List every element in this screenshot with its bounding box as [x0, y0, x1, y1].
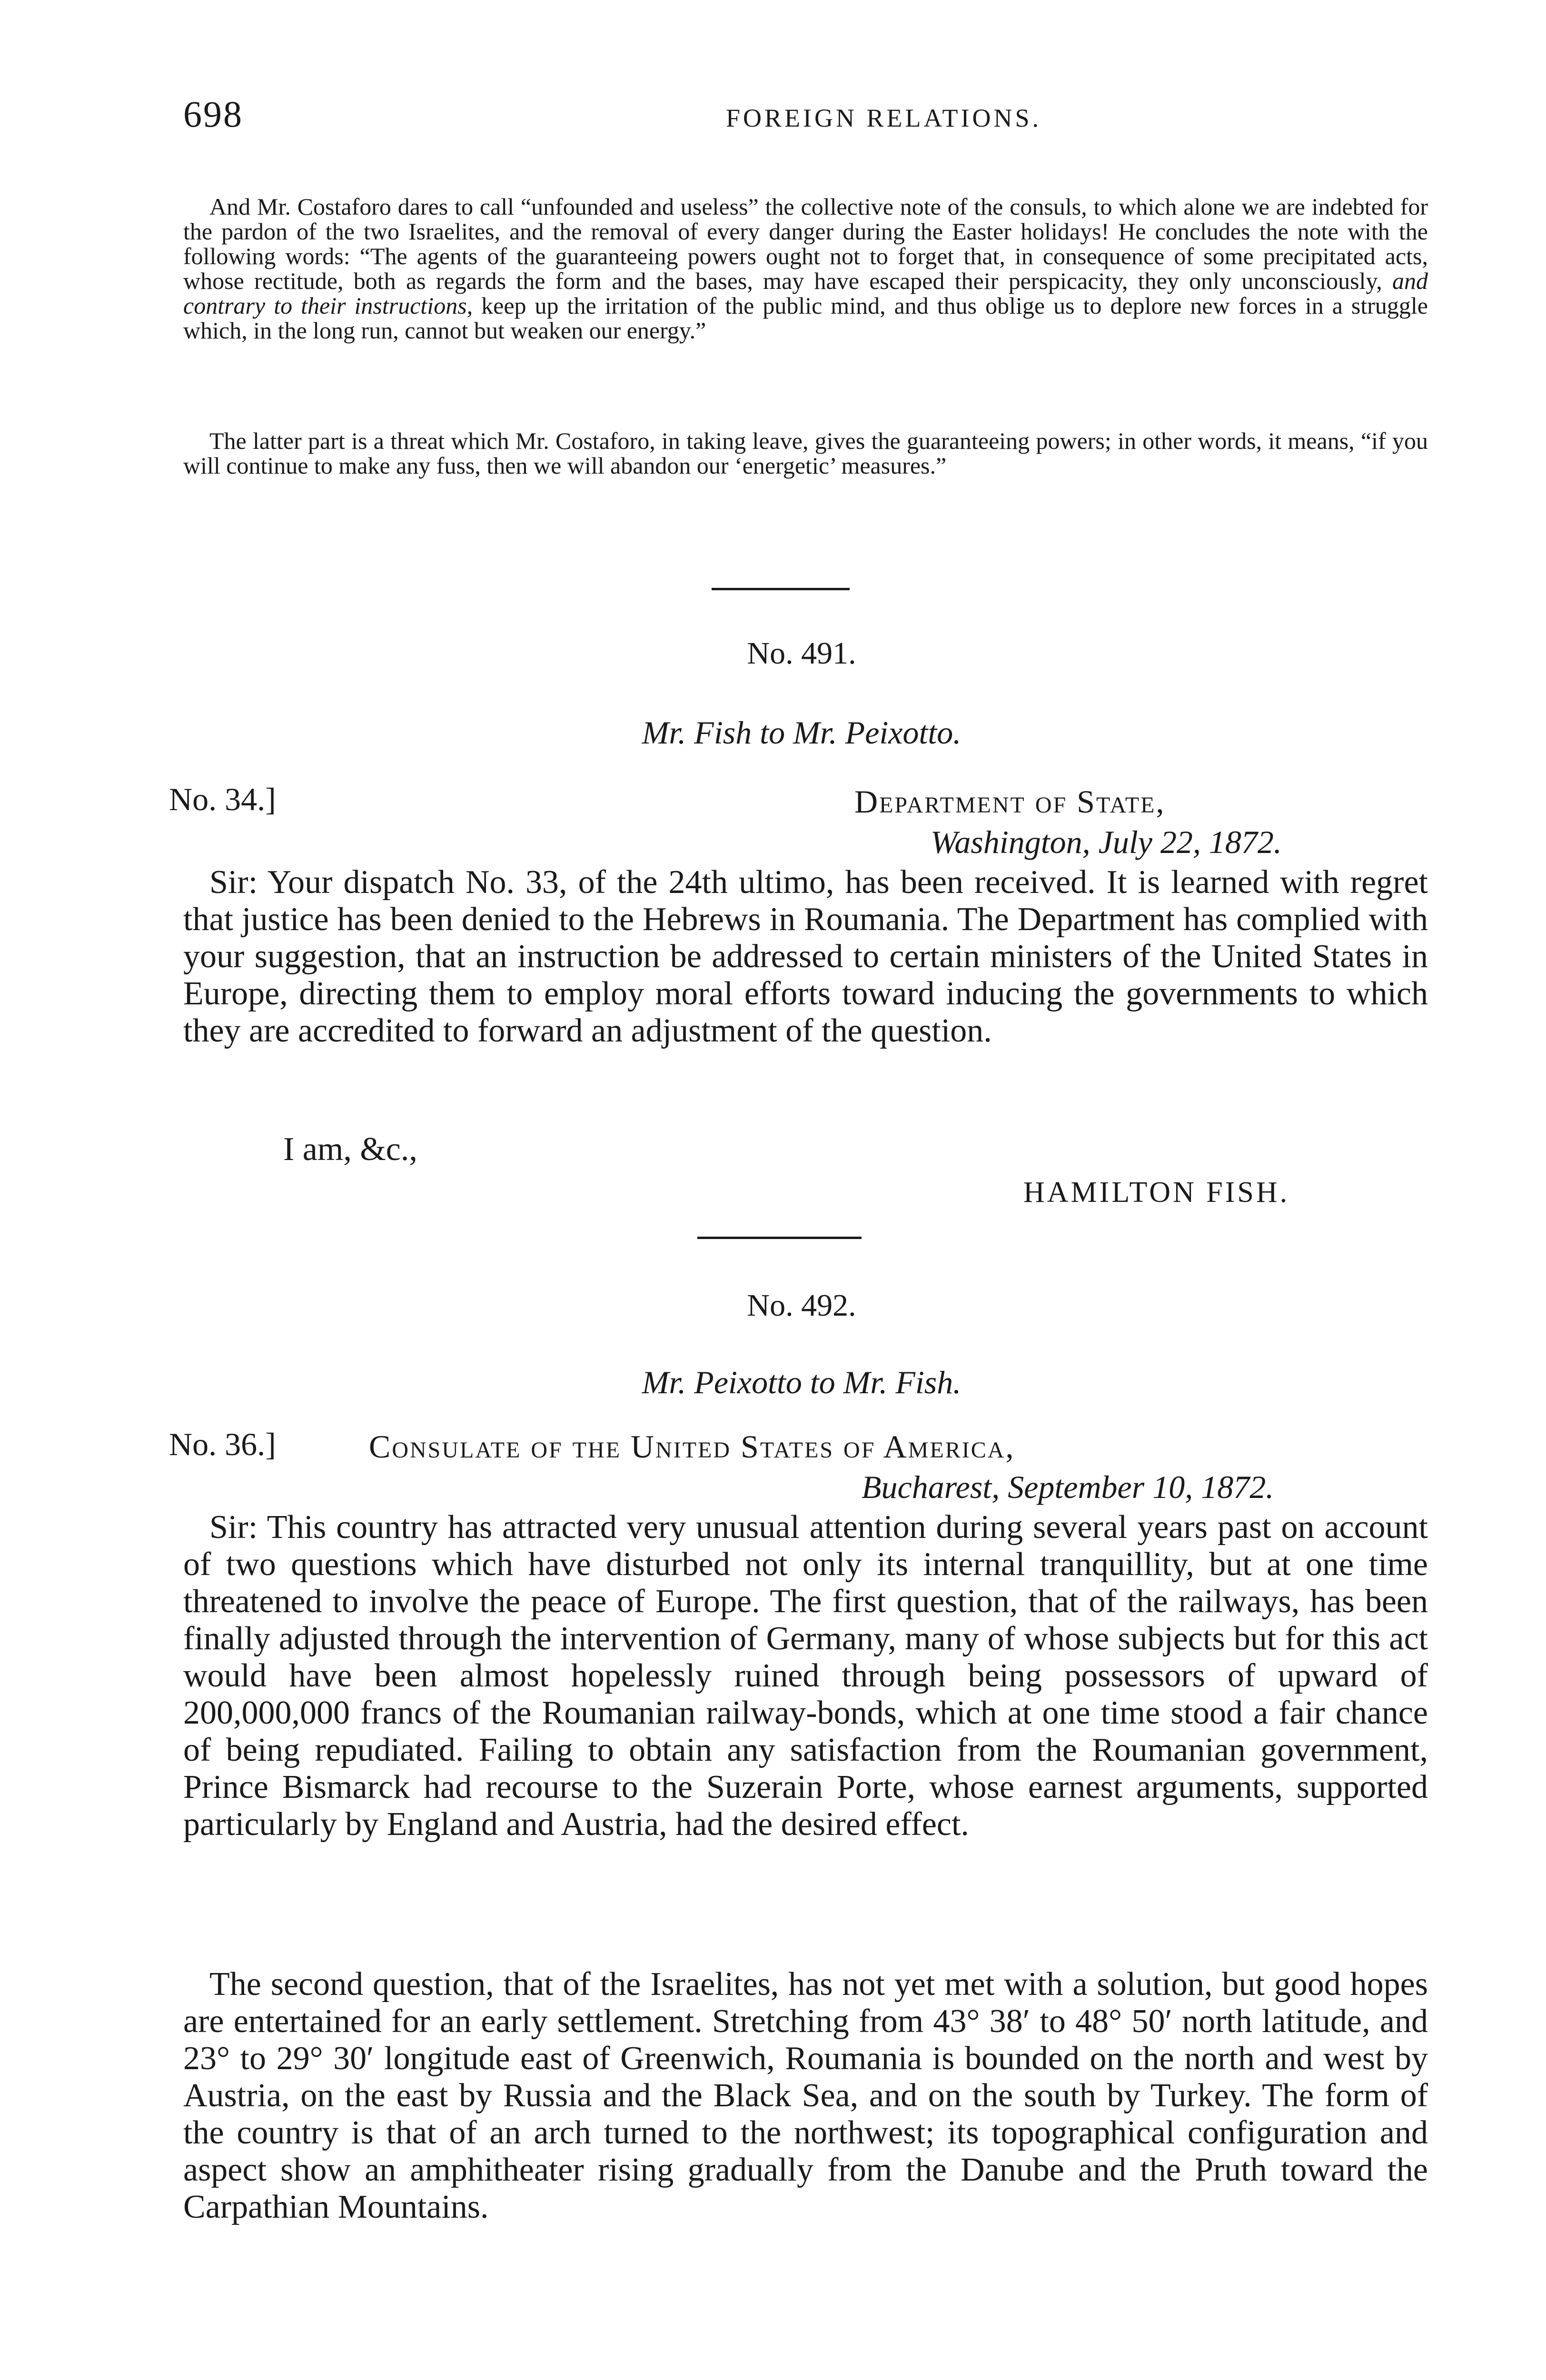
running-head — [183, 93, 1427, 145]
sender-office: Consulate of the United States of America, — [369, 1428, 1015, 1465]
page-number: 698 — [183, 93, 243, 135]
letter-text: Sir: This country has attracted very unusual attention during several years past on account of two questions which have disturbed not only its internal tranquillity, but at one time threatened to involve the peace of Europe. The first question, that of the railways, has been finally adjusted through the intervention of Germany, many of whose subjects but for this act would have been almost hopelessly ruined through being possessors of upward of 200,000,000 francs of the Roumanian railway-bonds, which at one time stood a fair chance of being repudiated. Failing to obtain any satisfaction from the Roumanian government, Prince Bismarck had recourse to the Suzerain Porte, whose earnest arguments, supported particularly by England and Austria, had the desired effect. — [183, 1509, 1428, 1843]
letter-text: The second question, that of the Israelites, has not yet met with a solution, but good hopes are entertained for an early settlement. Stretching from 43° 38′ to 48° 50′ north latitude, and 23° to 29° 30′ longitude east of Greenwich, Roumania is bounded on the north and west by Austria, on the east by Russia and the Black Sea, and on the south by Turkey. The form of the country is that of an arch turned to the northwest; its topographical configuration and aspect show an amphitheater rising gradually from the Danube and the Pruth toward the Carpathian Mountains. — [183, 1966, 1428, 2225]
place-date: Washington, July 22, 1872. — [931, 824, 1282, 860]
letter-text: Sir: Your dispatch No. 33, of the 24th ultimo, has been received. It is learned with regret that justice has been denied to the Hebrews in Roumania. The Department has complied with your suggestion, that an instruction be addressed to certain ministers of the United States in Europe, directing them to employ moral efforts toward inducing the governments to which they are accredited to forward an adjustment of the question. — [183, 864, 1428, 1049]
section-divider — [712, 588, 850, 590]
document-heading: Mr. Peixotto to Mr. Fish. — [642, 1364, 961, 1400]
closing: I am, &c., — [283, 1131, 417, 1168]
sender-office: Department of State, — [854, 783, 1166, 820]
letter-paragraph-2 — [183, 1966, 1428, 2226]
section-divider — [697, 1237, 862, 1239]
intro-paragraph-1 — [183, 194, 1428, 343]
intro-text-2: The latter part is a threat which Mr. Costaforo, in taking leave, gives the guaranteeing powers; in other words, it means, “if you will continue to make any fuss, then we will abandon our ‘energetic’ measures.” — [183, 427, 1428, 479]
document-number: No. 491. — [747, 636, 856, 671]
place-date: Bucharest, September 10, 1872. — [862, 1469, 1274, 1505]
intro-paragraph-2 — [183, 428, 1428, 478]
intro-text: And Mr. Costaforo dares to call “unfounded and useless” the collective note of the consuls, to which alone we are indebted for the pardon of the two Israelites, and the removal of every danger during the Easter holidays! He concludes the note with the following words: “The agents of the guaranteeing powers ought not to forget that, in consequence of some precipitated acts, whose rectitude, both as regards the form and the bases, may have escaped their perspicacity, they only unconsciously, — [183, 193, 1428, 294]
signature: HAMILTON FISH. — [1023, 1176, 1290, 1209]
document-number: No. 492. — [747, 1288, 856, 1323]
document-heading: Mr. Fish to Mr. Peixotto. — [642, 714, 961, 751]
letter-paragraph-1 — [183, 1509, 1428, 1843]
intro-italic-text: and contrary to their instructions, — [183, 268, 1428, 319]
intro-text-end: keep up the irritation of the public mind, and thus oblige us to deplore new forces in a struggle which, in the long run, cannot but weaken our energy.” — [183, 292, 1428, 344]
running-title: FOREIGN RELATIONS. — [725, 104, 1041, 132]
dispatch-number: No. 34.] — [169, 781, 276, 817]
letter-body — [183, 864, 1428, 1050]
dispatch-number: No. 36.] — [169, 1426, 276, 1462]
